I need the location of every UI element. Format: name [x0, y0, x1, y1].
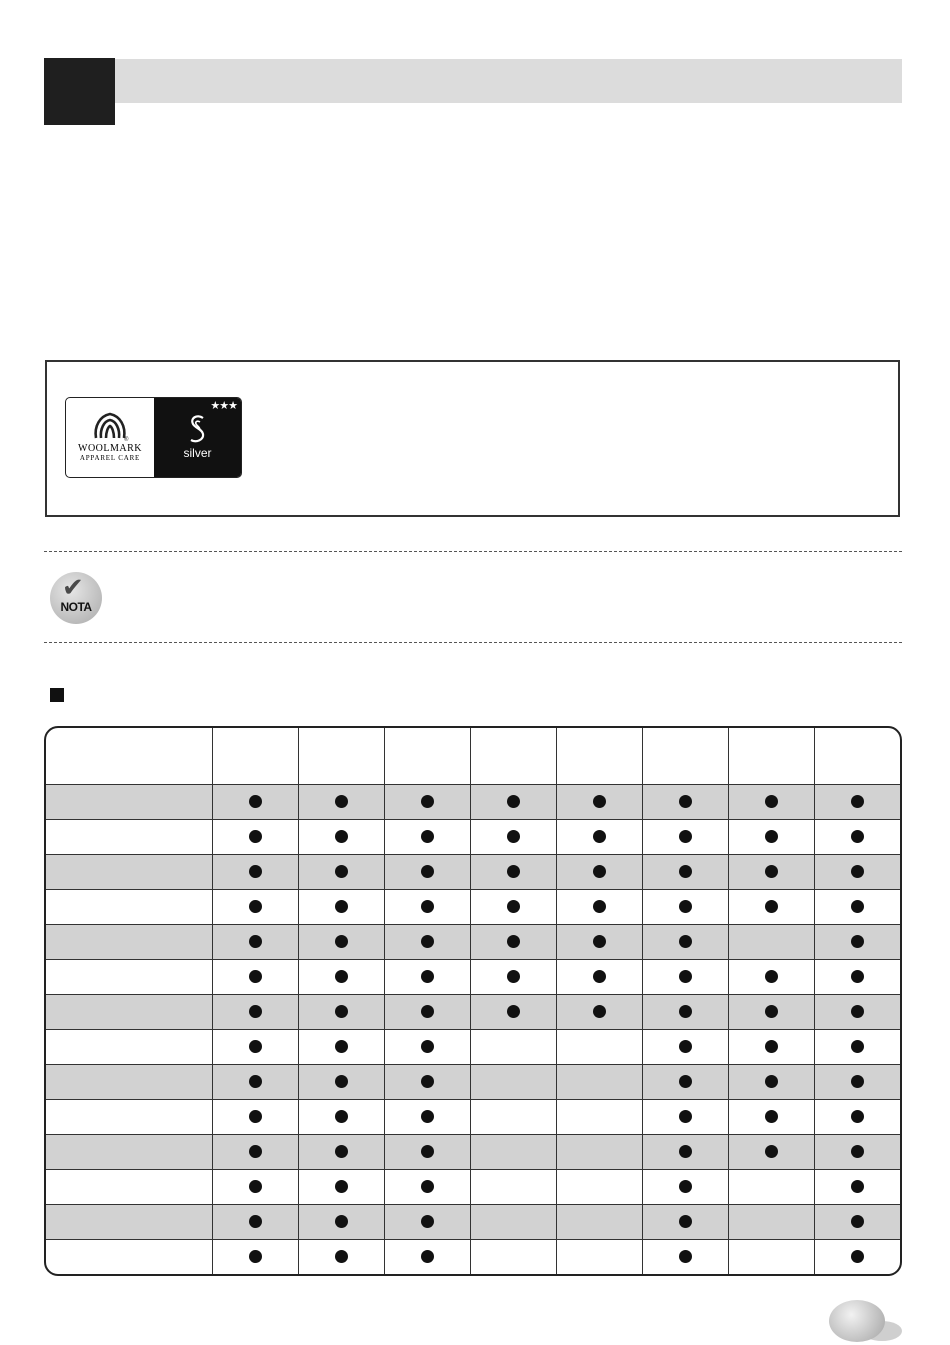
option-cell — [642, 1204, 728, 1239]
available-dot-icon — [765, 1110, 778, 1123]
available-dot-icon — [679, 1075, 692, 1088]
option-cell — [642, 1029, 728, 1064]
table-row — [46, 854, 900, 889]
available-dot-icon — [421, 865, 434, 878]
option-cell — [470, 1064, 556, 1099]
available-dot-icon — [335, 1180, 348, 1193]
option-cell — [384, 1169, 470, 1204]
option-cell — [213, 1169, 299, 1204]
option-cell — [642, 1064, 728, 1099]
woolmark-logo — [65, 397, 242, 478]
available-dot-icon — [249, 1215, 262, 1228]
available-dot-icon — [335, 1145, 348, 1158]
option-cell — [642, 1134, 728, 1169]
available-dot-icon — [507, 830, 520, 843]
option-cell — [384, 784, 470, 819]
row-label-cell — [46, 889, 213, 924]
woolmark-subtitle: APPAREL CARE — [79, 454, 141, 462]
available-dot-icon — [421, 1040, 434, 1053]
available-dot-icon — [851, 1215, 864, 1228]
woolmark-logo-left — [66, 398, 154, 477]
available-dot-icon — [507, 1005, 520, 1018]
table-row — [46, 819, 900, 854]
option-cell — [213, 889, 299, 924]
option-cell — [814, 1169, 900, 1204]
table-row — [46, 1204, 900, 1239]
available-dot-icon — [421, 1250, 434, 1263]
option-cell — [298, 784, 384, 819]
available-dot-icon — [249, 900, 262, 913]
section-number-block — [44, 58, 115, 125]
row-label-cell — [46, 1099, 213, 1134]
available-dot-icon — [593, 795, 606, 808]
available-dot-icon — [507, 935, 520, 948]
available-dot-icon — [679, 970, 692, 983]
available-dot-icon — [335, 1075, 348, 1088]
option-cell — [384, 1204, 470, 1239]
available-dot-icon — [765, 1145, 778, 1158]
available-dot-icon — [765, 1075, 778, 1088]
option-cell — [384, 959, 470, 994]
section-title-bar — [115, 59, 902, 103]
option-cell — [384, 1239, 470, 1274]
option-cell — [470, 994, 556, 1029]
option-cell — [814, 959, 900, 994]
available-dot-icon — [679, 795, 692, 808]
available-dot-icon — [421, 1005, 434, 1018]
option-cell — [213, 1134, 299, 1169]
available-dot-icon — [765, 970, 778, 983]
silver-s-icon — [187, 414, 209, 444]
row-label-cell — [46, 1204, 213, 1239]
available-dot-icon — [249, 1250, 262, 1263]
header-cell — [642, 728, 728, 784]
available-dot-icon — [249, 1040, 262, 1053]
option-cell — [814, 1064, 900, 1099]
header-cell — [556, 728, 642, 784]
option-cell — [642, 1099, 728, 1134]
option-cell — [470, 924, 556, 959]
option-cell — [728, 959, 814, 994]
available-dot-icon — [507, 865, 520, 878]
option-cell — [298, 1169, 384, 1204]
woolmark-wordmark: WOOLMARK — [78, 443, 142, 454]
option-cell — [728, 854, 814, 889]
available-dot-icon — [593, 1005, 606, 1018]
available-dot-icon — [335, 1215, 348, 1228]
option-cell — [298, 854, 384, 889]
nota-label: NOTA — [60, 600, 92, 614]
option-cell — [470, 1029, 556, 1064]
option-cell — [213, 1099, 299, 1134]
option-cell — [814, 994, 900, 1029]
option-cell — [728, 1099, 814, 1134]
option-cell — [384, 1134, 470, 1169]
available-dot-icon — [335, 935, 348, 948]
row-label-cell — [46, 819, 213, 854]
option-cell — [213, 1239, 299, 1274]
available-dot-icon — [679, 865, 692, 878]
woolmark-grade-panel — [154, 398, 241, 477]
header-cell — [213, 728, 299, 784]
header-cell — [298, 728, 384, 784]
row-label-cell — [46, 1029, 213, 1064]
available-dot-icon — [765, 795, 778, 808]
available-dot-icon — [851, 1145, 864, 1158]
table-row — [46, 1169, 900, 1204]
option-cell — [213, 924, 299, 959]
available-dot-icon — [851, 795, 864, 808]
row-label-cell — [46, 854, 213, 889]
row-label-cell — [46, 784, 213, 819]
note-divider-bottom — [44, 642, 902, 643]
option-cell — [814, 924, 900, 959]
available-dot-icon — [765, 900, 778, 913]
available-dot-icon — [421, 1145, 434, 1158]
option-cell — [470, 819, 556, 854]
table-row — [46, 994, 900, 1029]
option-cell — [384, 994, 470, 1029]
available-dot-icon — [851, 1005, 864, 1018]
grade-label: silver — [183, 446, 212, 460]
available-dot-icon — [335, 1040, 348, 1053]
option-cell — [814, 1099, 900, 1134]
available-dot-icon — [421, 1110, 434, 1123]
available-dot-icon — [765, 865, 778, 878]
available-dot-icon — [249, 1075, 262, 1088]
option-cell — [470, 1099, 556, 1134]
available-dot-icon — [851, 865, 864, 878]
available-dot-icon — [679, 900, 692, 913]
available-dot-icon — [421, 970, 434, 983]
option-cell — [728, 1134, 814, 1169]
available-dot-icon — [593, 970, 606, 983]
available-dot-icon — [421, 1180, 434, 1193]
header-cell — [384, 728, 470, 784]
option-cell — [728, 1204, 814, 1239]
option-cell — [470, 1204, 556, 1239]
option-cell — [298, 1029, 384, 1064]
option-cell — [384, 1029, 470, 1064]
option-cell — [556, 994, 642, 1029]
option-cell — [470, 784, 556, 819]
option-cell — [470, 889, 556, 924]
available-dot-icon — [421, 935, 434, 948]
option-cell — [556, 1029, 642, 1064]
option-cell — [384, 1099, 470, 1134]
option-cell — [642, 889, 728, 924]
option-cell — [213, 959, 299, 994]
option-cell — [470, 1134, 556, 1169]
option-cell — [298, 924, 384, 959]
table-row — [46, 1064, 900, 1099]
option-cell — [213, 994, 299, 1029]
option-cell — [213, 854, 299, 889]
available-dot-icon — [507, 970, 520, 983]
option-cell — [384, 924, 470, 959]
header-cell — [814, 728, 900, 784]
available-dot-icon — [593, 830, 606, 843]
available-dot-icon — [507, 900, 520, 913]
option-cell — [298, 1064, 384, 1099]
option-cell — [814, 1134, 900, 1169]
option-cell — [642, 959, 728, 994]
available-dot-icon — [421, 830, 434, 843]
available-dot-icon — [851, 900, 864, 913]
available-dot-icon — [851, 1180, 864, 1193]
option-cell — [728, 1029, 814, 1064]
available-dot-icon — [249, 830, 262, 843]
available-dot-icon — [335, 900, 348, 913]
page-number-badge — [829, 1300, 885, 1342]
option-cell — [556, 819, 642, 854]
option-cell — [728, 784, 814, 819]
option-cell — [642, 994, 728, 1029]
option-cell — [384, 1064, 470, 1099]
option-cell — [384, 854, 470, 889]
program-table — [44, 726, 902, 1276]
table-row — [46, 1134, 900, 1169]
option-cell — [728, 819, 814, 854]
available-dot-icon — [421, 795, 434, 808]
available-dot-icon — [335, 1005, 348, 1018]
option-cell — [298, 1239, 384, 1274]
available-dot-icon — [679, 1145, 692, 1158]
option-cell — [556, 854, 642, 889]
available-dot-icon — [851, 1040, 864, 1053]
row-label-cell — [46, 1169, 213, 1204]
option-cell — [814, 784, 900, 819]
option-cell — [213, 1029, 299, 1064]
option-cell — [814, 1239, 900, 1274]
option-cell — [298, 994, 384, 1029]
check-icon: ✔ — [62, 572, 84, 602]
table-row — [46, 784, 900, 819]
option-cell — [556, 1169, 642, 1204]
available-dot-icon — [249, 1005, 262, 1018]
option-cell — [728, 889, 814, 924]
available-dot-icon — [851, 1250, 864, 1263]
option-cell — [298, 889, 384, 924]
available-dot-icon — [765, 1040, 778, 1053]
available-dot-icon — [679, 935, 692, 948]
option-cell — [298, 1204, 384, 1239]
available-dot-icon — [421, 1075, 434, 1088]
option-cell — [728, 924, 814, 959]
option-cell — [556, 1239, 642, 1274]
option-cell — [384, 889, 470, 924]
row-label-cell — [46, 1064, 213, 1099]
available-dot-icon — [679, 1040, 692, 1053]
available-dot-icon — [679, 1180, 692, 1193]
available-dot-icon — [765, 830, 778, 843]
option-cell — [642, 854, 728, 889]
option-cell — [814, 1204, 900, 1239]
option-cell — [556, 1134, 642, 1169]
option-cell — [642, 1169, 728, 1204]
header-cell — [46, 728, 213, 784]
wool-ball-icon — [90, 408, 130, 442]
available-dot-icon — [249, 1145, 262, 1158]
available-dot-icon — [765, 1005, 778, 1018]
table-row — [46, 1099, 900, 1134]
header-cell — [470, 728, 556, 784]
option-cell — [298, 1099, 384, 1134]
available-dot-icon — [335, 830, 348, 843]
note-divider-top — [44, 551, 902, 552]
available-dot-icon — [851, 1075, 864, 1088]
available-dot-icon — [679, 1005, 692, 1018]
available-dot-icon — [851, 830, 864, 843]
available-dot-icon — [851, 970, 864, 983]
option-cell — [728, 1239, 814, 1274]
table-row — [46, 1239, 900, 1274]
option-cell — [384, 819, 470, 854]
rating-stars: ★★★ — [210, 400, 237, 412]
available-dot-icon — [593, 935, 606, 948]
available-dot-icon — [335, 865, 348, 878]
option-cell — [728, 994, 814, 1029]
option-cell — [642, 924, 728, 959]
table-row — [46, 1029, 900, 1064]
available-dot-icon — [249, 1110, 262, 1123]
option-cell — [298, 959, 384, 994]
option-cell — [728, 1064, 814, 1099]
available-dot-icon — [249, 935, 262, 948]
available-dot-icon — [249, 1180, 262, 1193]
option-cell — [213, 819, 299, 854]
row-label-cell — [46, 959, 213, 994]
option-cell — [814, 854, 900, 889]
option-cell — [642, 784, 728, 819]
available-dot-icon — [851, 1110, 864, 1123]
available-dot-icon — [679, 1110, 692, 1123]
option-cell — [556, 1099, 642, 1134]
table-row — [46, 959, 900, 994]
table-header-row — [46, 728, 900, 784]
option-cell — [213, 1204, 299, 1239]
available-dot-icon — [335, 1110, 348, 1123]
option-cell — [470, 959, 556, 994]
nota-badge — [50, 572, 102, 624]
available-dot-icon — [679, 1250, 692, 1263]
available-dot-icon — [249, 970, 262, 983]
option-cell — [556, 1204, 642, 1239]
available-dot-icon — [507, 795, 520, 808]
option-cell — [556, 784, 642, 819]
section-bullet — [50, 688, 64, 702]
row-label-cell — [46, 1239, 213, 1274]
available-dot-icon — [249, 795, 262, 808]
row-label-cell — [46, 1134, 213, 1169]
option-cell — [213, 784, 299, 819]
option-cell — [556, 924, 642, 959]
option-cell — [213, 1064, 299, 1099]
table-row — [46, 889, 900, 924]
option-cell — [642, 1239, 728, 1274]
table-row — [46, 924, 900, 959]
row-label-cell — [46, 924, 213, 959]
option-cell — [814, 889, 900, 924]
available-dot-icon — [851, 935, 864, 948]
option-cell — [470, 1239, 556, 1274]
option-cell — [814, 1029, 900, 1064]
row-label-cell — [46, 994, 213, 1029]
available-dot-icon — [679, 830, 692, 843]
available-dot-icon — [421, 900, 434, 913]
available-dot-icon — [593, 900, 606, 913]
option-cell — [470, 1169, 556, 1204]
available-dot-icon — [249, 865, 262, 878]
available-dot-icon — [421, 1215, 434, 1228]
option-cell — [728, 1169, 814, 1204]
available-dot-icon — [335, 1250, 348, 1263]
svg-text:®: ® — [124, 437, 129, 442]
available-dot-icon — [679, 1215, 692, 1228]
available-dot-icon — [593, 865, 606, 878]
option-cell — [298, 819, 384, 854]
option-cell — [814, 819, 900, 854]
option-cell — [642, 819, 728, 854]
option-cell — [298, 1134, 384, 1169]
available-dot-icon — [335, 970, 348, 983]
available-dot-icon — [335, 795, 348, 808]
option-cell — [556, 1064, 642, 1099]
option-cell — [556, 889, 642, 924]
header-cell — [728, 728, 814, 784]
option-cell — [470, 854, 556, 889]
option-cell — [556, 959, 642, 994]
